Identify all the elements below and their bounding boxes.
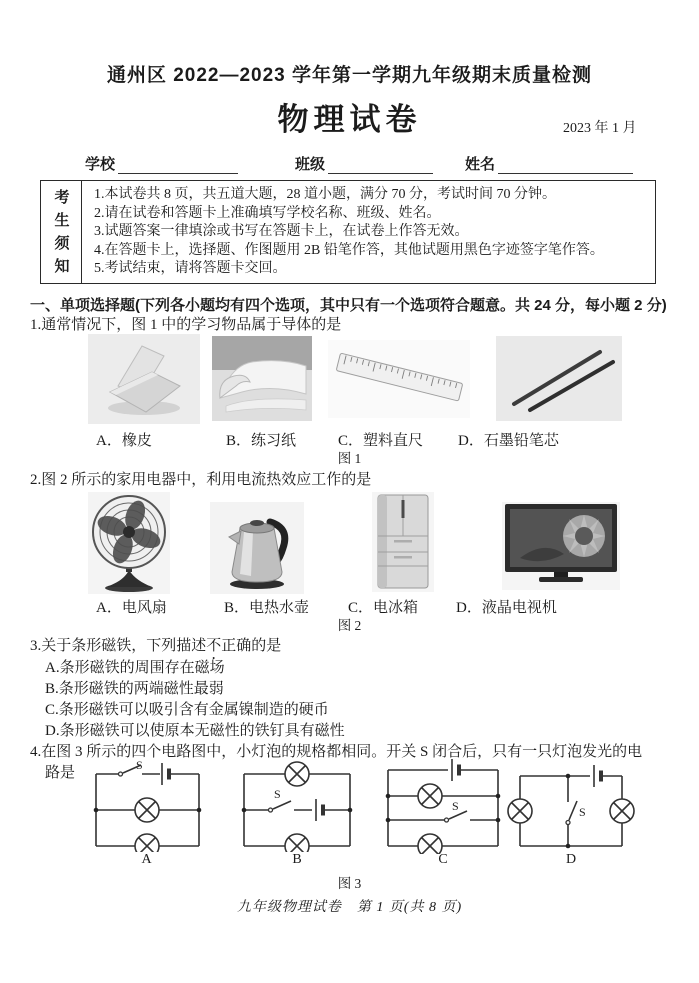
notice-item: 5.考试结束，请将答题卡交回。 <box>94 261 287 277</box>
figure3-caption: 图 3 <box>337 876 362 891</box>
refrigerator-image <box>372 492 434 592</box>
q1-photo-eraser <box>88 334 200 424</box>
electric-fan-image <box>88 492 170 594</box>
q2-photo-tv <box>502 502 620 590</box>
q1-photo-paper <box>212 336 312 421</box>
q2-photo-kettle <box>210 502 304 594</box>
q1-option-c: C．塑料直尺 <box>338 433 424 449</box>
switch-label: S <box>274 787 281 801</box>
circuit-d-label: D <box>565 852 577 867</box>
q3-text-prefix: 3.关于条形磁铁，下列描述 <box>30 638 207 654</box>
electric-kettle-image <box>210 502 304 594</box>
circuit-diagram-d <box>506 760 636 852</box>
switch-label: S <box>452 799 459 813</box>
notice-item: 2.请在试卷和答题卡上准确填写学校名称、班级、姓名。 <box>94 205 441 221</box>
q2-option-d: D．液晶电视机 <box>456 600 557 616</box>
circuit-b-label: B <box>292 852 302 867</box>
section1-heading: 一、单项选择题(下列各小题均有四个选项，其中只有一个选项符合题意。共 24 分，每小题 2 分) <box>30 297 667 314</box>
circuit-a-label: A <box>141 852 152 867</box>
switch-label: S <box>136 760 143 772</box>
class-label: 班级 <box>295 157 326 173</box>
exam-title: 通州区 2022—2023 学年第一学期九年级期末质量检测 <box>106 65 593 86</box>
switch-label: S <box>579 805 586 819</box>
q1-photo-ruler <box>328 340 470 418</box>
q1-text: 1.通常情况下，图 1 中的学习物品属于导体的是 <box>30 317 342 333</box>
page-footer: 九年级物理试卷 第 1 页(共 8 页) <box>236 900 463 915</box>
q1-option-b: B．练习纸 <box>226 433 297 449</box>
q4-text-line2: 路是 <box>45 765 76 781</box>
circuit-diagram-c <box>378 758 508 854</box>
q1-option-a: A．橡皮 <box>96 433 152 449</box>
circuit-diagram-a <box>84 760 209 852</box>
name-blank-line <box>498 157 633 174</box>
school-field <box>85 153 238 174</box>
notice-label: 考生须知 <box>52 189 69 281</box>
q1-photo-pencil-leads <box>496 336 622 421</box>
pencil-leads-image <box>496 336 622 421</box>
circuit-c <box>378 758 508 854</box>
q2-text: 2.图 2 所示的家用电器中，利用电流热效应工作的是 <box>30 472 372 488</box>
q2-option-c: C．电冰箱 <box>348 600 419 616</box>
q2-option-b: B．电热水壶 <box>224 600 310 616</box>
q3-option-b: B.条形磁铁的两端磁性最弱 <box>45 681 224 697</box>
paper-date: 2023 年 1 月 <box>563 121 637 136</box>
circuit-b <box>232 760 362 852</box>
notice-items <box>82 181 655 283</box>
class-blank-line <box>328 157 433 174</box>
school-label: 学校 <box>85 157 116 173</box>
q3-text-suffix: 正确的是 <box>221 638 282 654</box>
q3-text-emphasis: 不 <box>206 638 222 654</box>
circuit-diagram-b <box>232 760 362 852</box>
q3-option-d: D.条形磁铁可以使原本无磁性的铁钉具有磁性 <box>45 723 345 739</box>
eraser-image <box>88 334 200 424</box>
q4-text-line1: 4.在图 3 所示的四个电路图中，小灯泡的规格都相同。开关 S 闭合后，只有一只灯泡发光的电 <box>30 744 643 760</box>
q2-photo-fridge <box>372 492 434 592</box>
name-field <box>465 153 633 174</box>
notice-item: 4.在答题卡上，选择题、作图题用 2B 铅笔作答，其他试题用黑色字迹签字笔作答。 <box>94 242 604 258</box>
q2-photo-fan <box>88 492 170 594</box>
ruler-image <box>328 340 470 418</box>
circuit-c-label: C <box>438 852 448 867</box>
name-label: 姓名 <box>465 157 496 173</box>
q3-option-a: A.条形磁铁的周围存在磁场 <box>45 660 225 676</box>
figure1-caption: 图 1 <box>337 451 362 466</box>
circuit-a <box>84 760 209 852</box>
paper-title: 物理试卷 <box>277 102 422 137</box>
notice-box <box>40 180 656 284</box>
circuit-d <box>506 760 636 852</box>
notice-item: 1.本试卷共 8 页，共五道大题，28 道小题，满分 70 分，考试时间 70 分钟。 <box>94 187 556 202</box>
notice-label-cell <box>41 181 82 283</box>
notice-item: 3.试题答案一律填涂或书写在答题卡上，在试卷上作答无效。 <box>94 224 469 240</box>
figure2-caption: 图 2 <box>337 618 362 633</box>
q1-option-d: D．石墨铅笔芯 <box>458 433 559 449</box>
lcd-tv-image <box>502 502 620 590</box>
school-blank-line <box>118 157 238 174</box>
paper-image <box>212 336 312 421</box>
class-field <box>295 153 433 174</box>
q3-option-c: C.条形磁铁可以吸引含有金属镍制造的硬币 <box>45 702 329 718</box>
q2-option-a: A．电风扇 <box>96 600 167 616</box>
